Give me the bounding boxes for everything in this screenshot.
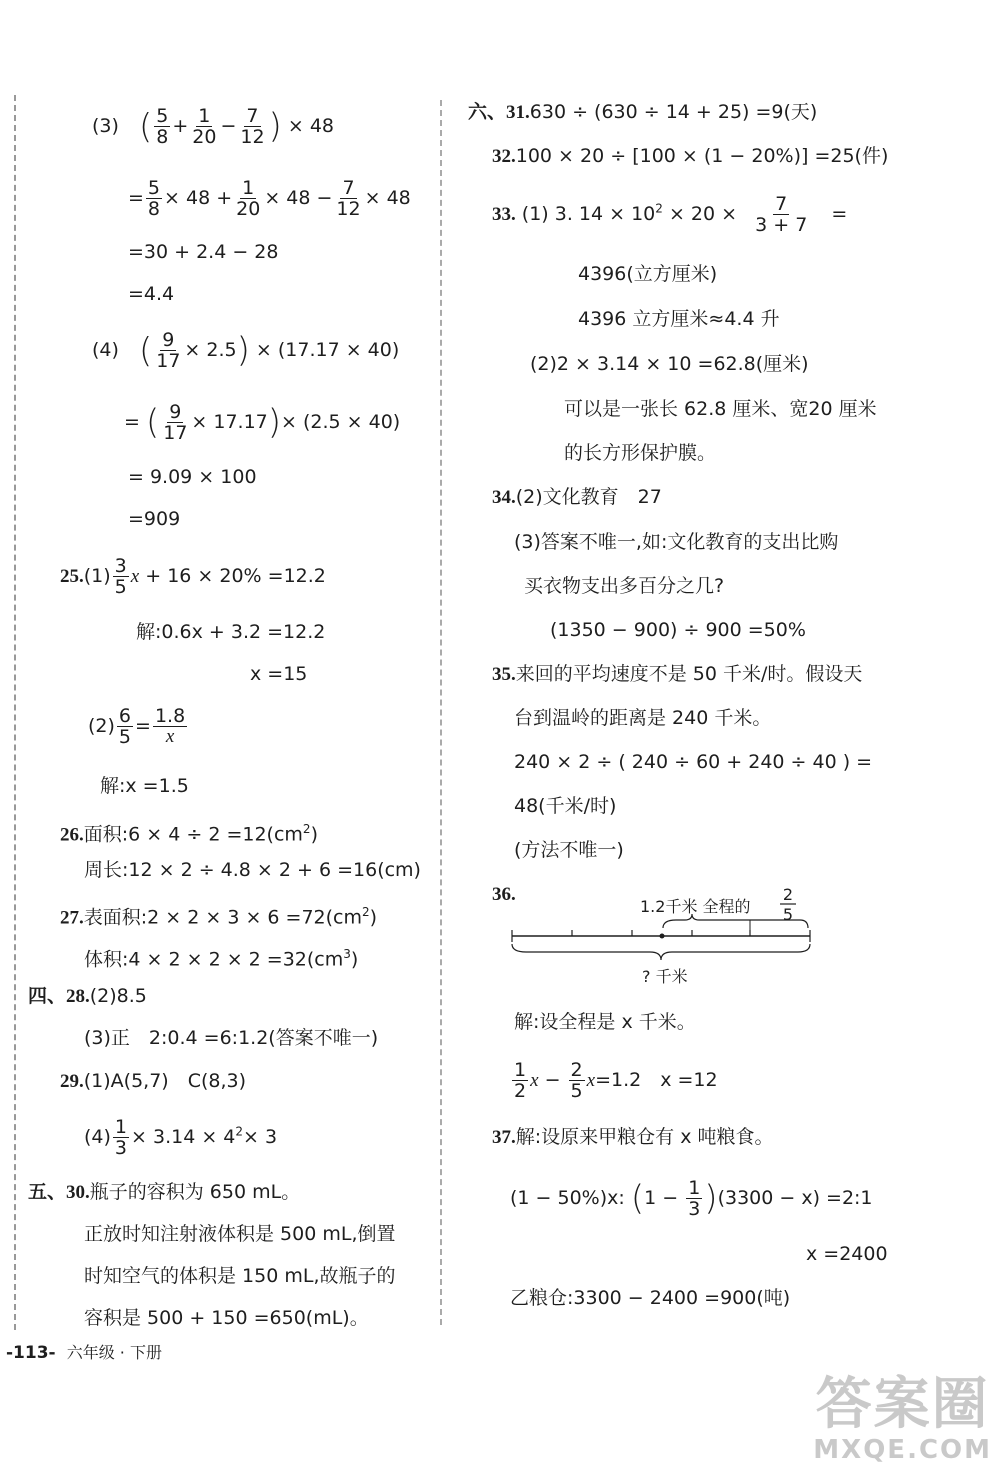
text: (3300 − x) =2:1	[717, 1187, 873, 1209]
question-33-2-text-b: 的长方形保护膜。	[564, 442, 717, 464]
text: )	[369, 906, 378, 929]
question-number: 31.	[506, 102, 530, 123]
text: × 20 ×	[662, 203, 738, 225]
text: (1)A(5,7) C(8,3)	[83, 1070, 247, 1092]
num: 5	[156, 105, 169, 127]
diagram-frac-num: 2	[782, 885, 794, 904]
question-25-2-solution: 解:x =1.5	[100, 775, 189, 797]
question-number: 37.	[492, 1127, 516, 1148]
num: 9	[169, 401, 182, 423]
question-35-e: (方法不唯一)	[514, 839, 624, 861]
question-number: 35.	[492, 664, 516, 685]
question-32	[492, 144, 888, 169]
question-number: 33.	[492, 204, 516, 225]
text: =	[831, 203, 848, 225]
text: × 48 −	[264, 187, 333, 209]
page-number: -113-	[6, 1343, 56, 1363]
problem-24-4-step1: = ( $\frac{9}{17}$ × 17.17)× (2.5 × 40)	[124, 401, 401, 444]
section-number: 五、	[28, 1182, 67, 1203]
den: 8	[156, 126, 169, 148]
question-35-b: 台到温岭的距离是 240 千米。	[514, 707, 772, 729]
den: 8	[147, 198, 161, 220]
label: (4)	[92, 339, 119, 361]
num: 9	[162, 329, 175, 351]
question-number: 27.	[60, 907, 84, 929]
num: 1	[242, 177, 255, 199]
text: )	[310, 823, 318, 846]
question-number: 34.	[492, 487, 516, 508]
watermark	[813, 1372, 992, 1465]
text: 630 ÷ (630 ÷ 14 + 25) =9(天)	[529, 101, 818, 123]
question-37-d: 乙粮仓:3300 − 2400 =900(吨)	[510, 1287, 791, 1309]
den: 20	[236, 198, 261, 220]
right-column	[440, 0, 1000, 1471]
text: =1.2 x =12	[595, 1069, 718, 1091]
section-number: 六、	[468, 102, 507, 123]
question-30-a	[28, 1180, 300, 1205]
text: (1 − 50%)x:	[510, 1187, 625, 1209]
text: )	[350, 948, 359, 971]
diagram-bottom-label: ? 千米	[642, 967, 688, 986]
question-35-c: 240 × 2 ÷ ( 240 ÷ 60 + 240 ÷ 40 ) =	[514, 751, 873, 773]
question-37-c: x =2400	[806, 1243, 888, 1265]
text: × (2.5 × 40)	[281, 411, 401, 433]
text: × 48	[364, 187, 411, 209]
text: × 48 +	[164, 187, 233, 209]
text: (1) 3. 14 × 10	[521, 203, 656, 225]
question-34-2	[492, 485, 662, 510]
question-number: 25.	[60, 566, 84, 587]
question-26-perimeter: 周长:12 × 2 ÷ 4.8 × 2 + 6 =16(cm)	[84, 859, 421, 881]
question-26-area: 26.面积:6 × $4 \div 2 =12(cm^2)$	[60, 822, 318, 846]
grade-label: 六年级 · 下册	[66, 1343, 162, 1362]
den: 12	[336, 198, 361, 220]
question-33-2: (2)2 × 3.14 × 10 =62.8(厘米)	[530, 353, 809, 375]
problem-24-3: (3) ( $\frac{5}{8}$ + $\frac{1}{20}$ − $\frac{7}{12}$ ) × 48	[92, 105, 334, 148]
question-35-a	[492, 662, 862, 687]
num: 7	[775, 193, 788, 215]
question-33-volume: 4396(立方厘米)	[578, 263, 718, 285]
question-29-4: (4) $\frac{1}{3}$ × $3.14 \times 4^2\times 3$	[84, 1116, 278, 1159]
question-27-surface: 27.表面积:2 × $2 \times 3 \times 6 =72(cm^2)$	[60, 905, 378, 929]
question-34-3-a: (3)答案不唯一,如:文化教育的支出比购	[514, 531, 839, 553]
text: × (17.17 × 40)	[255, 339, 400, 361]
watermark-url: MXQE.COM	[813, 1435, 992, 1465]
label: (4)	[84, 1126, 111, 1148]
text: × 48	[287, 115, 334, 137]
question-33-2-text-a: 可以是一张长 62.8 厘米、宽20 厘米	[564, 398, 877, 420]
problem-24-4-step2: = 9.09 × 100	[128, 466, 257, 488]
problem-24-4: (4) ( $\frac{9}{17}$ × 2.5) × (17.17 × 40)	[92, 329, 400, 372]
question-number: 30.	[66, 1182, 90, 1203]
question-35-d: 48(千米/时)	[514, 795, 617, 817]
segment-diagram	[510, 876, 820, 991]
num: 1.8	[154, 705, 186, 727]
num: 7	[246, 105, 259, 127]
question-number: 36.	[492, 884, 516, 905]
problem-24-4-step3: =909	[128, 508, 181, 530]
question-25-2: (2) $\frac{6}{5}$ = $\frac{1.8}{x}$	[88, 705, 186, 748]
text: 面积:6 × 4 ÷ 2 =12(cm	[83, 823, 303, 846]
question-number: 26.	[60, 824, 84, 846]
question-33-1: 33. (1) 3. $14 \times 10^2 \times 20$ × $\frac{7}{3 + 7}$ =	[492, 193, 848, 236]
text: (2)文化教育 27	[515, 486, 662, 508]
question-31	[468, 100, 817, 125]
question-30-b: 正放时知注射液体积是 500 mL,倒置	[84, 1223, 396, 1245]
text: 体积:4 × 2 × 2 × 2 =32(cm	[84, 948, 344, 971]
question-30-d: 容积是 500 + 150 =650(mL)。	[84, 1307, 369, 1329]
problem-24-3-step3: =4.4	[128, 283, 175, 305]
label: (2)	[88, 715, 115, 737]
question-28-2	[28, 984, 147, 1009]
label: (3)	[92, 115, 119, 137]
num: 5	[147, 177, 161, 199]
question-27-volume: 体积:4 × $2 \times 2 \times 2 =32(cm^3)$	[84, 947, 359, 971]
den: x	[165, 726, 175, 747]
question-number: 29.	[60, 1071, 84, 1092]
text: + 16 × 20% =12.2	[145, 565, 326, 587]
diagram-top-label: 1.2千米 全程的	[640, 897, 751, 916]
question-number: 28.	[66, 986, 90, 1007]
question-37-a	[492, 1125, 773, 1150]
text: (2)8.5	[89, 985, 147, 1007]
label: (1)	[83, 565, 111, 587]
question-25-1: 25.(1) $\frac{3}{5}$ x + 16 × 20% =12.2	[60, 555, 326, 598]
question-34-3-c: (1350 − 900) ÷ 900 =50%	[550, 619, 806, 641]
text: × 3.14 × 4	[131, 1126, 236, 1148]
left-column	[0, 0, 440, 1471]
text: 表面积:2 × 2 × 3 × 6 =72(cm	[83, 906, 363, 929]
num: 1	[198, 105, 211, 127]
diagram-frac-den: 5	[782, 905, 794, 924]
question-28-3: (3)正 2:0.4 =6:1.2(答案不唯一)	[84, 1027, 379, 1049]
text: × 2.5	[184, 339, 237, 361]
question-30-c: 时知空气的体积是 150 mL,故瓶子的	[84, 1265, 396, 1287]
question-33-liters: 4396 立方厘米≈4.4 升	[578, 308, 780, 330]
question-25-1-solution: 解:0.6x + 3.2 =12.2	[136, 621, 326, 643]
text: 来回的平均速度不是 50 千米/时。假设天	[515, 663, 863, 685]
problem-24-3-step1: = $\frac{5}{8}$ × 48 + $\frac{1}{20}$ × 48 − $\frac{7}{12}$ × 48	[128, 177, 411, 220]
question-number: 32.	[492, 146, 516, 167]
section-number: 四、	[28, 986, 67, 1007]
den: 12	[240, 126, 265, 148]
text: 100 × 20 ÷ [100 × (1 − 20%)] =25(件)	[515, 145, 889, 167]
den: 3 + 7	[755, 214, 808, 236]
question-34-3-b: 买衣物支出多百分之几?	[524, 575, 725, 597]
question-36-equation: $\frac{1}{2}$ x − $\frac{2}{5}$ x=1.2 x =12	[514, 1059, 718, 1102]
question-37-b: (1 − 50%)x: (1 − $\frac{1}{3}$ )(3300 − x) =2:1	[510, 1177, 873, 1220]
text: 解:设原来甲粮仓有 x 吨粮食。	[515, 1126, 774, 1148]
num: 7	[342, 177, 355, 199]
problem-24-3-step2: =30 + 2.4 − 28	[128, 241, 279, 263]
text: × 3	[243, 1126, 278, 1148]
question-29-1	[60, 1069, 246, 1094]
text: × 17.17	[191, 411, 268, 433]
den: 17	[163, 422, 188, 444]
watermark-logo: 答案圈	[815, 1372, 990, 1437]
text: 瓶子的容积为 650 mL。	[89, 1181, 301, 1203]
question-25-1-answer: x =15	[250, 663, 308, 685]
page-footer	[6, 1340, 162, 1363]
den: 17	[156, 350, 181, 372]
question-36-solution: 解:设全程是 x 千米。	[514, 1011, 696, 1033]
den: 20	[192, 126, 217, 148]
